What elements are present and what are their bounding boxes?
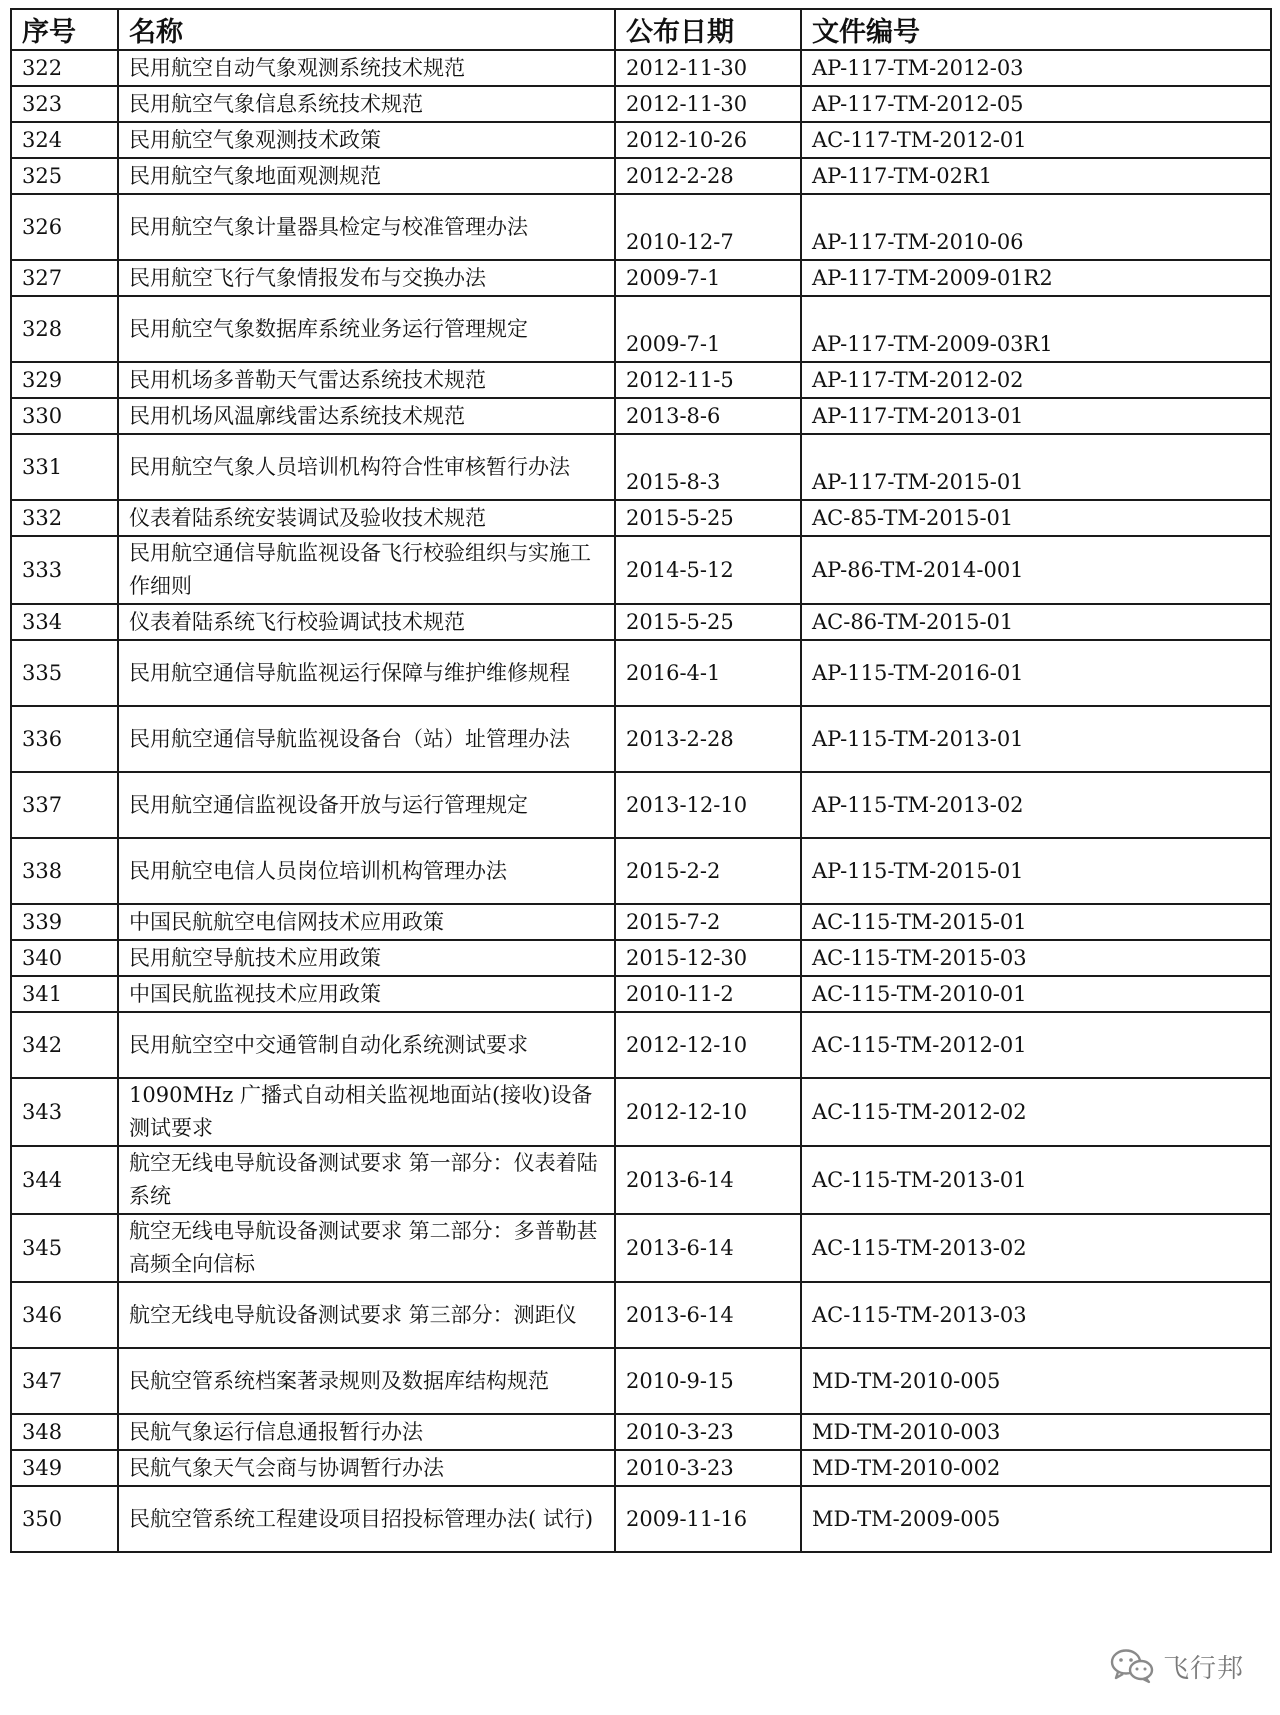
row-number: 342: [11, 1012, 118, 1078]
document-code: MD-TM-2010-002: [801, 1450, 1271, 1486]
document-name: 中国民航航空电信网技术应用政策: [118, 904, 615, 940]
row-number: 323: [11, 86, 118, 122]
row-number: 332: [11, 500, 118, 536]
row-number: 348: [11, 1414, 118, 1450]
document-name: 民航气象天气会商与协调暂行办法: [118, 1450, 615, 1486]
publish-date: 2013-12-10: [615, 772, 801, 838]
publish-date: 2015-7-2: [615, 904, 801, 940]
table-row: [11, 194, 1271, 260]
table-row: [11, 362, 1271, 398]
row-number: 329: [11, 362, 118, 398]
document-name: 民用航空气象计量器具检定与校准管理办法: [118, 194, 615, 260]
document-code: AC-115-TM-2013-01: [801, 1146, 1271, 1214]
table-row: [11, 500, 1271, 536]
document-code: AC-115-TM-2010-01: [801, 976, 1271, 1012]
document-name: 民用航空电信人员岗位培训机构管理办法: [118, 838, 615, 904]
document-code: AP-117-TM-2012-05: [801, 86, 1271, 122]
row-number: 324: [11, 122, 118, 158]
document-code: AC-115-TM-2013-03: [801, 1282, 1271, 1348]
document-code: AC-115-TM-2015-01: [801, 904, 1271, 940]
row-number: 340: [11, 940, 118, 976]
table-body: [11, 50, 1271, 1552]
publish-date: 2013-6-14: [615, 1282, 801, 1348]
publish-date: 2013-2-28: [615, 706, 801, 772]
table-row: [11, 976, 1271, 1012]
row-number: 339: [11, 904, 118, 940]
row-number: 330: [11, 398, 118, 434]
document-code: AC-115-TM-2012-01: [801, 1012, 1271, 1078]
document-name: 民用航空通信导航监视设备飞行校验组织与实施工作细则: [118, 536, 615, 604]
publish-date: 2012-11-30: [615, 86, 801, 122]
publish-date: 2014-5-12: [615, 536, 801, 604]
table-row: [11, 398, 1271, 434]
publish-date: 2015-5-25: [615, 604, 801, 640]
document-code: AP-117-TM-2012-03: [801, 50, 1271, 86]
table-row: [11, 50, 1271, 86]
publish-date: 2009-7-1: [615, 260, 801, 296]
document-name: 民航空管系统档案著录规则及数据库结构规范: [118, 1348, 615, 1414]
publish-date: 2013-8-6: [615, 398, 801, 434]
publish-date: 2013-6-14: [615, 1214, 801, 1282]
document-name: 民用航空空中交通管制自动化系统测试要求: [118, 1012, 615, 1078]
table-row: [11, 838, 1271, 904]
header-number: 序号: [11, 9, 118, 50]
table-row: [11, 1012, 1271, 1078]
row-number: 325: [11, 158, 118, 194]
row-number: 333: [11, 536, 118, 604]
document-code: AP-117-TM-2013-01: [801, 398, 1271, 434]
document-code: AP-117-TM-2009-01R2: [801, 260, 1271, 296]
document-name: 仪表着陆系统安装调试及验收技术规范: [118, 500, 615, 536]
table-row: [11, 1146, 1271, 1214]
table-row: [11, 940, 1271, 976]
row-number: 337: [11, 772, 118, 838]
row-number: 327: [11, 260, 118, 296]
document-name: 民用机场多普勒天气雷达系统技术规范: [118, 362, 615, 398]
document-name: 民航空管系统工程建设项目招投标管理办法( 试行): [118, 1486, 615, 1552]
table-row: [11, 260, 1271, 296]
document-code: AP-115-TM-2016-01: [801, 640, 1271, 706]
table-row: [11, 296, 1271, 362]
document-code: AC-115-TM-2013-02: [801, 1214, 1271, 1282]
table-row: [11, 1486, 1271, 1552]
watermark-text: 飞行邦: [1162, 1653, 1244, 1684]
document-code: MD-TM-2010-005: [801, 1348, 1271, 1414]
table-row: [11, 536, 1271, 604]
document-name: 民用航空气象信息系统技术规范: [118, 86, 615, 122]
publish-date: 2009-11-16: [615, 1486, 801, 1552]
regulations-table: [10, 8, 1272, 1553]
document-name: 民用航空气象人员培训机构符合性审核暂行办法: [118, 434, 615, 500]
document-code: AC-86-TM-2015-01: [801, 604, 1271, 640]
document-code: AC-115-TM-2012-02: [801, 1078, 1271, 1146]
publish-date: 2009-7-1: [615, 296, 801, 362]
publish-date: 2012-12-10: [615, 1012, 801, 1078]
document-name: 民用航空气象地面观测规范: [118, 158, 615, 194]
document-name: 航空无线电导航设备测试要求 第一部分：仪表着陆系统: [118, 1146, 615, 1214]
row-number: 336: [11, 706, 118, 772]
publish-date: 2013-6-14: [615, 1146, 801, 1214]
row-number: 343: [11, 1078, 118, 1146]
table-row: [11, 1282, 1271, 1348]
wechat-icon: [1109, 1647, 1155, 1685]
publish-date: 2010-12-7: [615, 194, 801, 260]
row-number: 344: [11, 1146, 118, 1214]
row-number: 345: [11, 1214, 118, 1282]
row-number: 349: [11, 1450, 118, 1486]
publish-date: 2010-9-15: [615, 1348, 801, 1414]
row-number: 338: [11, 838, 118, 904]
document-code: AP-115-TM-2013-01: [801, 706, 1271, 772]
document-name: 民用航空通信导航监视设备台（站）址管理办法: [118, 706, 615, 772]
publish-date: 2016-4-1: [615, 640, 801, 706]
table-row: [11, 706, 1271, 772]
document-code: AP-115-TM-2015-01: [801, 838, 1271, 904]
table-row: [11, 434, 1271, 500]
document-name: 中国民航监视技术应用政策: [118, 976, 615, 1012]
document-code: AC-115-TM-2015-03: [801, 940, 1271, 976]
row-number: 328: [11, 296, 118, 362]
table-row: [11, 1348, 1271, 1414]
document-name: 民用航空导航技术应用政策: [118, 940, 615, 976]
row-number: 347: [11, 1348, 118, 1414]
document-code: MD-TM-2010-003: [801, 1414, 1271, 1450]
row-number: 346: [11, 1282, 118, 1348]
publish-date: 2015-8-3: [615, 434, 801, 500]
row-number: 335: [11, 640, 118, 706]
table-row: [11, 86, 1271, 122]
table-row: [11, 1414, 1271, 1450]
header-date: 公布日期: [615, 9, 801, 50]
header-code: 文件编号: [801, 9, 1271, 50]
document-code: AP-117-TM-2012-02: [801, 362, 1271, 398]
document-name: 民航气象运行信息通报暂行办法: [118, 1414, 615, 1450]
document-name: 民用航空通信导航监视运行保障与维护维修规程: [118, 640, 615, 706]
table-row: [11, 1450, 1271, 1486]
table-row: [11, 604, 1271, 640]
document-code: AP-117-TM-2009-03R1: [801, 296, 1271, 362]
document-name: 民用航空气象观测技术政策: [118, 122, 615, 158]
publish-date: 2012-10-26: [615, 122, 801, 158]
table-row: [11, 1078, 1271, 1146]
table-row: [11, 904, 1271, 940]
table-row: [11, 772, 1271, 838]
document-code: AC-85-TM-2015-01: [801, 500, 1271, 536]
header-name: 名称: [118, 9, 615, 50]
publish-date: 2012-2-28: [615, 158, 801, 194]
publish-date: 2015-12-30: [615, 940, 801, 976]
row-number: 331: [11, 434, 118, 500]
table-header-row: [11, 9, 1271, 50]
document-name: 民用航空自动气象观测系统技术规范: [118, 50, 615, 86]
table-row: [11, 640, 1271, 706]
publish-date: 2010-3-23: [615, 1450, 801, 1486]
document-code: AP-115-TM-2013-02: [801, 772, 1271, 838]
row-number: 341: [11, 976, 118, 1012]
publish-date: 2015-5-25: [615, 500, 801, 536]
row-number: 322: [11, 50, 118, 86]
document-name: 民用航空气象数据库系统业务运行管理规定: [118, 296, 615, 362]
document-code: AP-117-TM-2015-01: [801, 434, 1271, 500]
watermark: [1109, 1647, 1244, 1685]
document-name: 仪表着陆系统飞行校验调试技术规范: [118, 604, 615, 640]
publish-date: 2015-2-2: [615, 838, 801, 904]
publish-date: 2012-11-30: [615, 50, 801, 86]
row-number: 350: [11, 1486, 118, 1552]
document-code: AC-117-TM-2012-01: [801, 122, 1271, 158]
publish-date: 2010-11-2: [615, 976, 801, 1012]
document-code: AP-86-TM-2014-001: [801, 536, 1271, 604]
table-row: [11, 122, 1271, 158]
publish-date: 2012-11-5: [615, 362, 801, 398]
document-code: AP-117-TM-2010-06: [801, 194, 1271, 260]
row-number: 334: [11, 604, 118, 640]
document-name: 民用机场风温廓线雷达系统技术规范: [118, 398, 615, 434]
table-row: [11, 158, 1271, 194]
document-code: AP-117-TM-02R1: [801, 158, 1271, 194]
document-code: MD-TM-2009-005: [801, 1486, 1271, 1552]
publish-date: 2010-3-23: [615, 1414, 801, 1450]
document-name: 民用航空通信监视设备开放与运行管理规定: [118, 772, 615, 838]
document-name: 航空无线电导航设备测试要求 第二部分：多普勒甚高频全向信标: [118, 1214, 615, 1282]
document-name: 1090MHz 广播式自动相关监视地面站(接收)设备测试要求: [118, 1078, 615, 1146]
row-number: 326: [11, 194, 118, 260]
document-name: 航空无线电导航设备测试要求 第三部分：测距仪: [118, 1282, 615, 1348]
table-row: [11, 1214, 1271, 1282]
publish-date: 2012-12-10: [615, 1078, 801, 1146]
document-name: 民用航空飞行气象情报发布与交换办法: [118, 260, 615, 296]
